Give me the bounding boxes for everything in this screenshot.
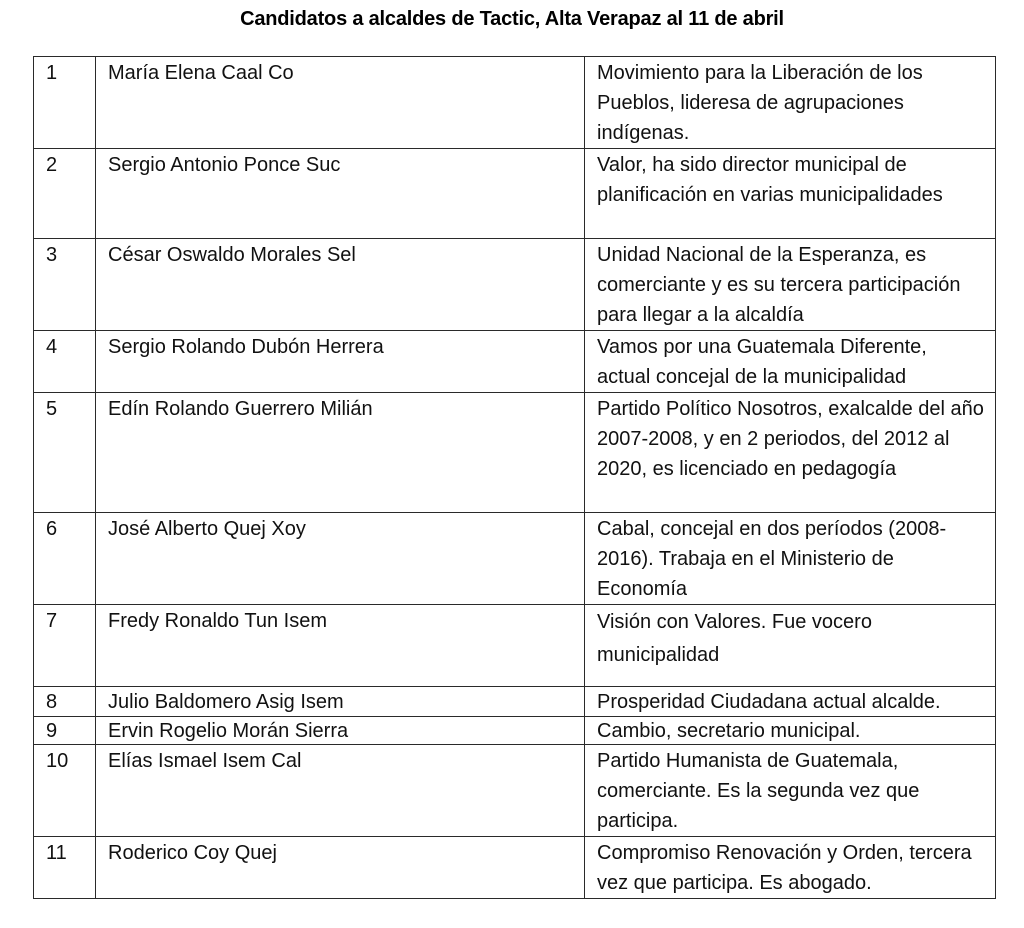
candidate-number: 5 bbox=[34, 393, 96, 513]
table-row bbox=[34, 745, 996, 837]
table-row bbox=[34, 837, 996, 899]
candidate-name: Roderico Coy Quej bbox=[96, 837, 585, 899]
candidate-name: Sergio Rolando Dubón Herrera bbox=[96, 331, 585, 393]
candidate-description: Cambio, secretario municipal. bbox=[585, 717, 996, 745]
candidate-description: Cabal, concejal en dos períodos (2008-2016). Trabaja en el Ministerio de Economía bbox=[585, 513, 996, 605]
candidate-name: Sergio Antonio Ponce Suc bbox=[96, 149, 585, 239]
candidate-number: 7 bbox=[34, 605, 96, 687]
candidate-description: Unidad Nacional de la Esperanza, es comerciante y es su tercera participación para llegar a la alcaldía bbox=[585, 239, 996, 331]
candidate-description: Valor, ha sido director municipal de planificación en varias municipalidades bbox=[585, 149, 996, 239]
candidate-number: 10 bbox=[34, 745, 96, 837]
candidate-name: Julio Baldomero Asig Isem bbox=[96, 687, 585, 717]
candidate-description: Partido Humanista de Guatemala, comerciante. Es la segunda vez que participa. bbox=[585, 745, 996, 837]
table-row bbox=[34, 605, 996, 687]
candidate-name: Elías Ismael Isem Cal bbox=[96, 745, 585, 837]
table-row bbox=[34, 687, 996, 717]
candidate-number: 11 bbox=[34, 837, 96, 899]
candidate-number: 2 bbox=[34, 149, 96, 239]
candidate-description: Vamos por una Guatemala Diferente, actual concejal de la municipalidad bbox=[585, 331, 996, 393]
candidate-number: 6 bbox=[34, 513, 96, 605]
candidates-table bbox=[33, 56, 996, 899]
candidate-name: Fredy Ronaldo Tun Isem bbox=[96, 605, 585, 687]
candidate-number: 1 bbox=[34, 57, 96, 149]
table-row bbox=[34, 513, 996, 605]
table-row bbox=[34, 393, 996, 513]
candidate-number: 9 bbox=[34, 717, 96, 745]
candidate-name: Edín Rolando Guerrero Milián bbox=[96, 393, 585, 513]
candidate-description: Compromiso Renovación y Orden, tercera vez que participa. Es abogado. bbox=[585, 837, 996, 899]
candidate-description: Prosperidad Ciudadana actual alcalde. bbox=[585, 687, 996, 717]
candidate-name: José Alberto Quej Xoy bbox=[96, 513, 585, 605]
candidate-number: 3 bbox=[34, 239, 96, 331]
table-row bbox=[34, 717, 996, 745]
candidate-description: Visión con Valores. Fue vocero municipalidad bbox=[585, 605, 996, 687]
document-title: Candidatos a alcaldes de Tactic, Alta Verapaz al 11 de abril bbox=[240, 8, 784, 30]
candidate-name: Ervin Rogelio Morán Sierra bbox=[96, 717, 585, 745]
table-row bbox=[34, 331, 996, 393]
candidate-number: 4 bbox=[34, 331, 96, 393]
table-row bbox=[34, 149, 996, 239]
candidate-description: Partido Político Nosotros, exalcalde del año 2007-2008, y en 2 periodos, del 2012 al 2020, es licenciado en pedagogía bbox=[585, 393, 996, 513]
table-row bbox=[34, 57, 996, 149]
table-row bbox=[34, 239, 996, 331]
candidate-description: Movimiento para la Liberación de los Pueblos, lideresa de agrupaciones indígenas. bbox=[585, 57, 996, 149]
candidate-name: César Oswaldo Morales Sel bbox=[96, 239, 585, 331]
candidate-number: 8 bbox=[34, 687, 96, 717]
candidate-name: María Elena Caal Co bbox=[96, 57, 585, 149]
